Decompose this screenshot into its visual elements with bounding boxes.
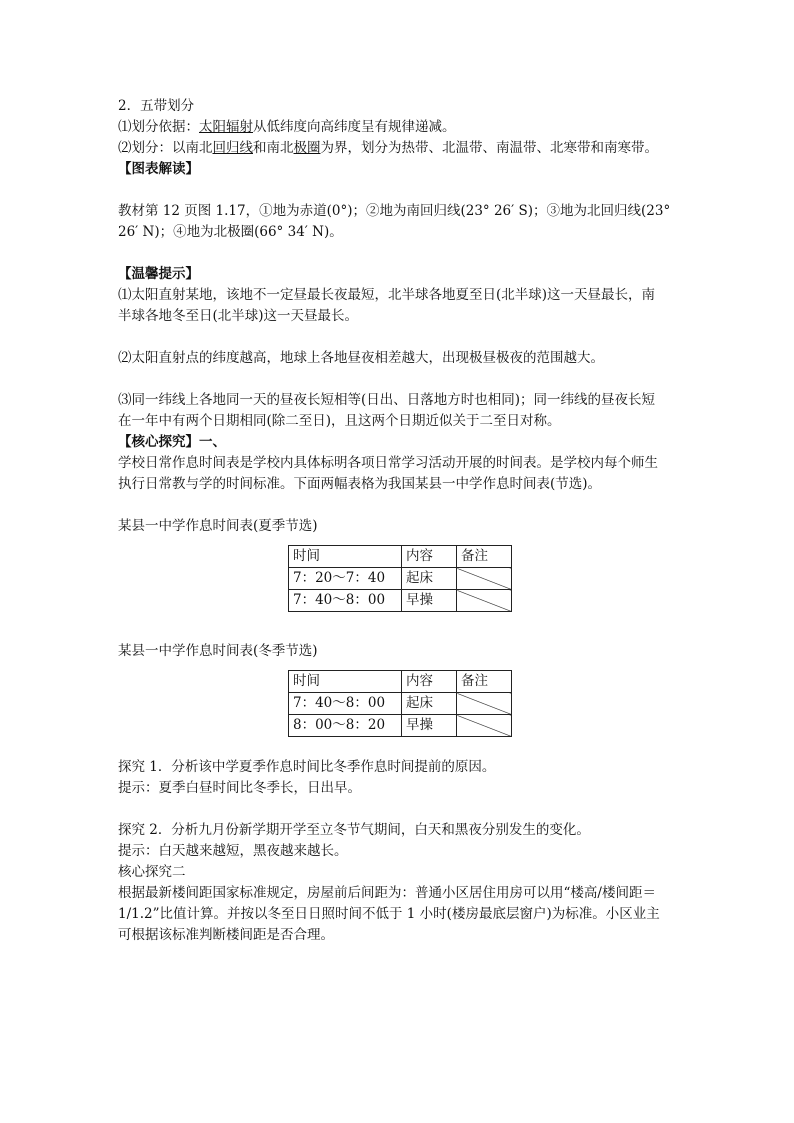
winter-table: [288, 670, 512, 737]
table-cell: 7：40～8：00: [289, 693, 402, 715]
core2-header: 核心探究二: [118, 864, 186, 880]
table-cell: 早操: [402, 590, 457, 612]
table-header-row: [289, 671, 512, 693]
table-cell: 早操: [402, 715, 457, 737]
inquiry-2-answer: 提示：白天越来越短，黑夜越来越长。: [118, 843, 348, 859]
table-header-cell: 备注: [457, 671, 512, 693]
basis-rest: 从低纬度向高纬度呈有规律递减。: [253, 119, 456, 135]
table-cell: 8：00～8：20: [289, 715, 402, 737]
table-header-cell: 备注: [457, 546, 512, 568]
table-cell: 7：40～8：00: [289, 590, 402, 612]
table-row: [289, 693, 512, 715]
document-page: [118, 96, 678, 946]
tips-header: 【温馨提示】: [118, 266, 199, 282]
table-cell-empty: [457, 568, 512, 590]
core1-text-line: 学校日常作息时间表是学校内具体标明各项日常学习活动开展的时间表。是学校内每个师生: [118, 455, 658, 471]
table-cell: 起床: [402, 693, 457, 715]
table-header-cell: 内容: [402, 546, 457, 568]
tip-line: ⑴太阳直射某地，该地不一定昼最长夜最短，北半球各地夏至日(北半球)这一天昼最长，南: [118, 287, 656, 303]
tip-line: 半球各地冬至日(北半球)这一天昼最长。: [118, 308, 359, 324]
division-key: 回归线: [212, 140, 253, 156]
table-header-cell: 内容: [402, 671, 457, 693]
basis-prefix: ⑴划分依据：: [118, 119, 199, 135]
division-basis: [118, 117, 678, 138]
section-title: 2．五带划分: [118, 98, 195, 114]
division-part: 和南北: [253, 140, 294, 156]
division-key: 极圈: [293, 140, 321, 156]
table-header-row: [289, 546, 512, 568]
table-cell-empty: [457, 693, 512, 715]
table-header-cell: 时间: [289, 546, 402, 568]
core1-text-line: 执行日常教与学的时间标准。下面两幅表格为我国某县一中学作息时间表(节选)。: [118, 476, 602, 492]
table-header-cell: 时间: [289, 671, 402, 693]
figure-text-line: 26′ N)；④地为北极圈(66° 34′ N)。: [118, 224, 343, 240]
summer-caption: 某县一中学作息时间表(夏季节选): [118, 518, 318, 534]
figure-header: 【图表解读】: [118, 161, 199, 177]
table-cell-empty: [457, 590, 512, 612]
figure-text-line: 教材第 12 页图 1.17，①地为赤道(0°)；②地为南回归线(23° 26′ S)；③地为北回归线(23°: [118, 203, 671, 219]
winter-caption: 某县一中学作息时间表(冬季节选): [118, 643, 318, 659]
summer-table: [288, 545, 512, 612]
core2-text-line: 1/1.2”比值计算。并按以冬至日日照时间不低于 1 小时(楼房最底层窗户)为标准。小区业主: [118, 906, 660, 922]
table-cell: 起床: [402, 568, 457, 590]
table-row: [289, 715, 512, 737]
table-cell: 7：20～7：40: [289, 568, 402, 590]
basis-key: 太阳辐射: [199, 119, 253, 135]
core1-header: 【核心探究】一、: [118, 434, 226, 450]
division-part: ⑵划分：以南北: [118, 140, 213, 156]
table-cell-empty: [457, 715, 512, 737]
inquiry-1-answer: 提示：夏季白昼时间比冬季长，日出早。: [118, 780, 361, 796]
tip-line: 在一年中有两个日期相同(除二至日)，且这两个日期近似关于二至日对称。: [118, 413, 561, 429]
tip-line: ⑵太阳直射点的纬度越高，地球上各地昼夜相差越大，出现极昼极夜的范围越大。: [118, 350, 604, 366]
division-rule: [118, 138, 678, 159]
core2-text-line: 可根据该标准判断楼间距是否合理。: [118, 927, 334, 943]
table-row: [289, 590, 512, 612]
inquiry-2-question: 探究 2．分析九月份新学期开学至立冬节气期间，白天和黑夜分别发生的变化。: [118, 822, 590, 838]
division-part: 为界，划分为热带、北温带、南温带、北寒带和南寒带。: [320, 140, 658, 156]
inquiry-1-question: 探究 1．分析该中学夏季作息时间比冬季作息时间提前的原因。: [118, 759, 496, 775]
core2-text-line: 根据最新楼间距国家标准规定，房屋前后间距为：普通小区居住用房可以用“楼高/楼间距＝: [118, 885, 656, 901]
tip-line: ⑶同一纬线上各地同一天的昼夜长短相等(日出、日落地方时也相同)；同一纬线的昼夜长短: [118, 392, 656, 408]
table-row: [289, 568, 512, 590]
